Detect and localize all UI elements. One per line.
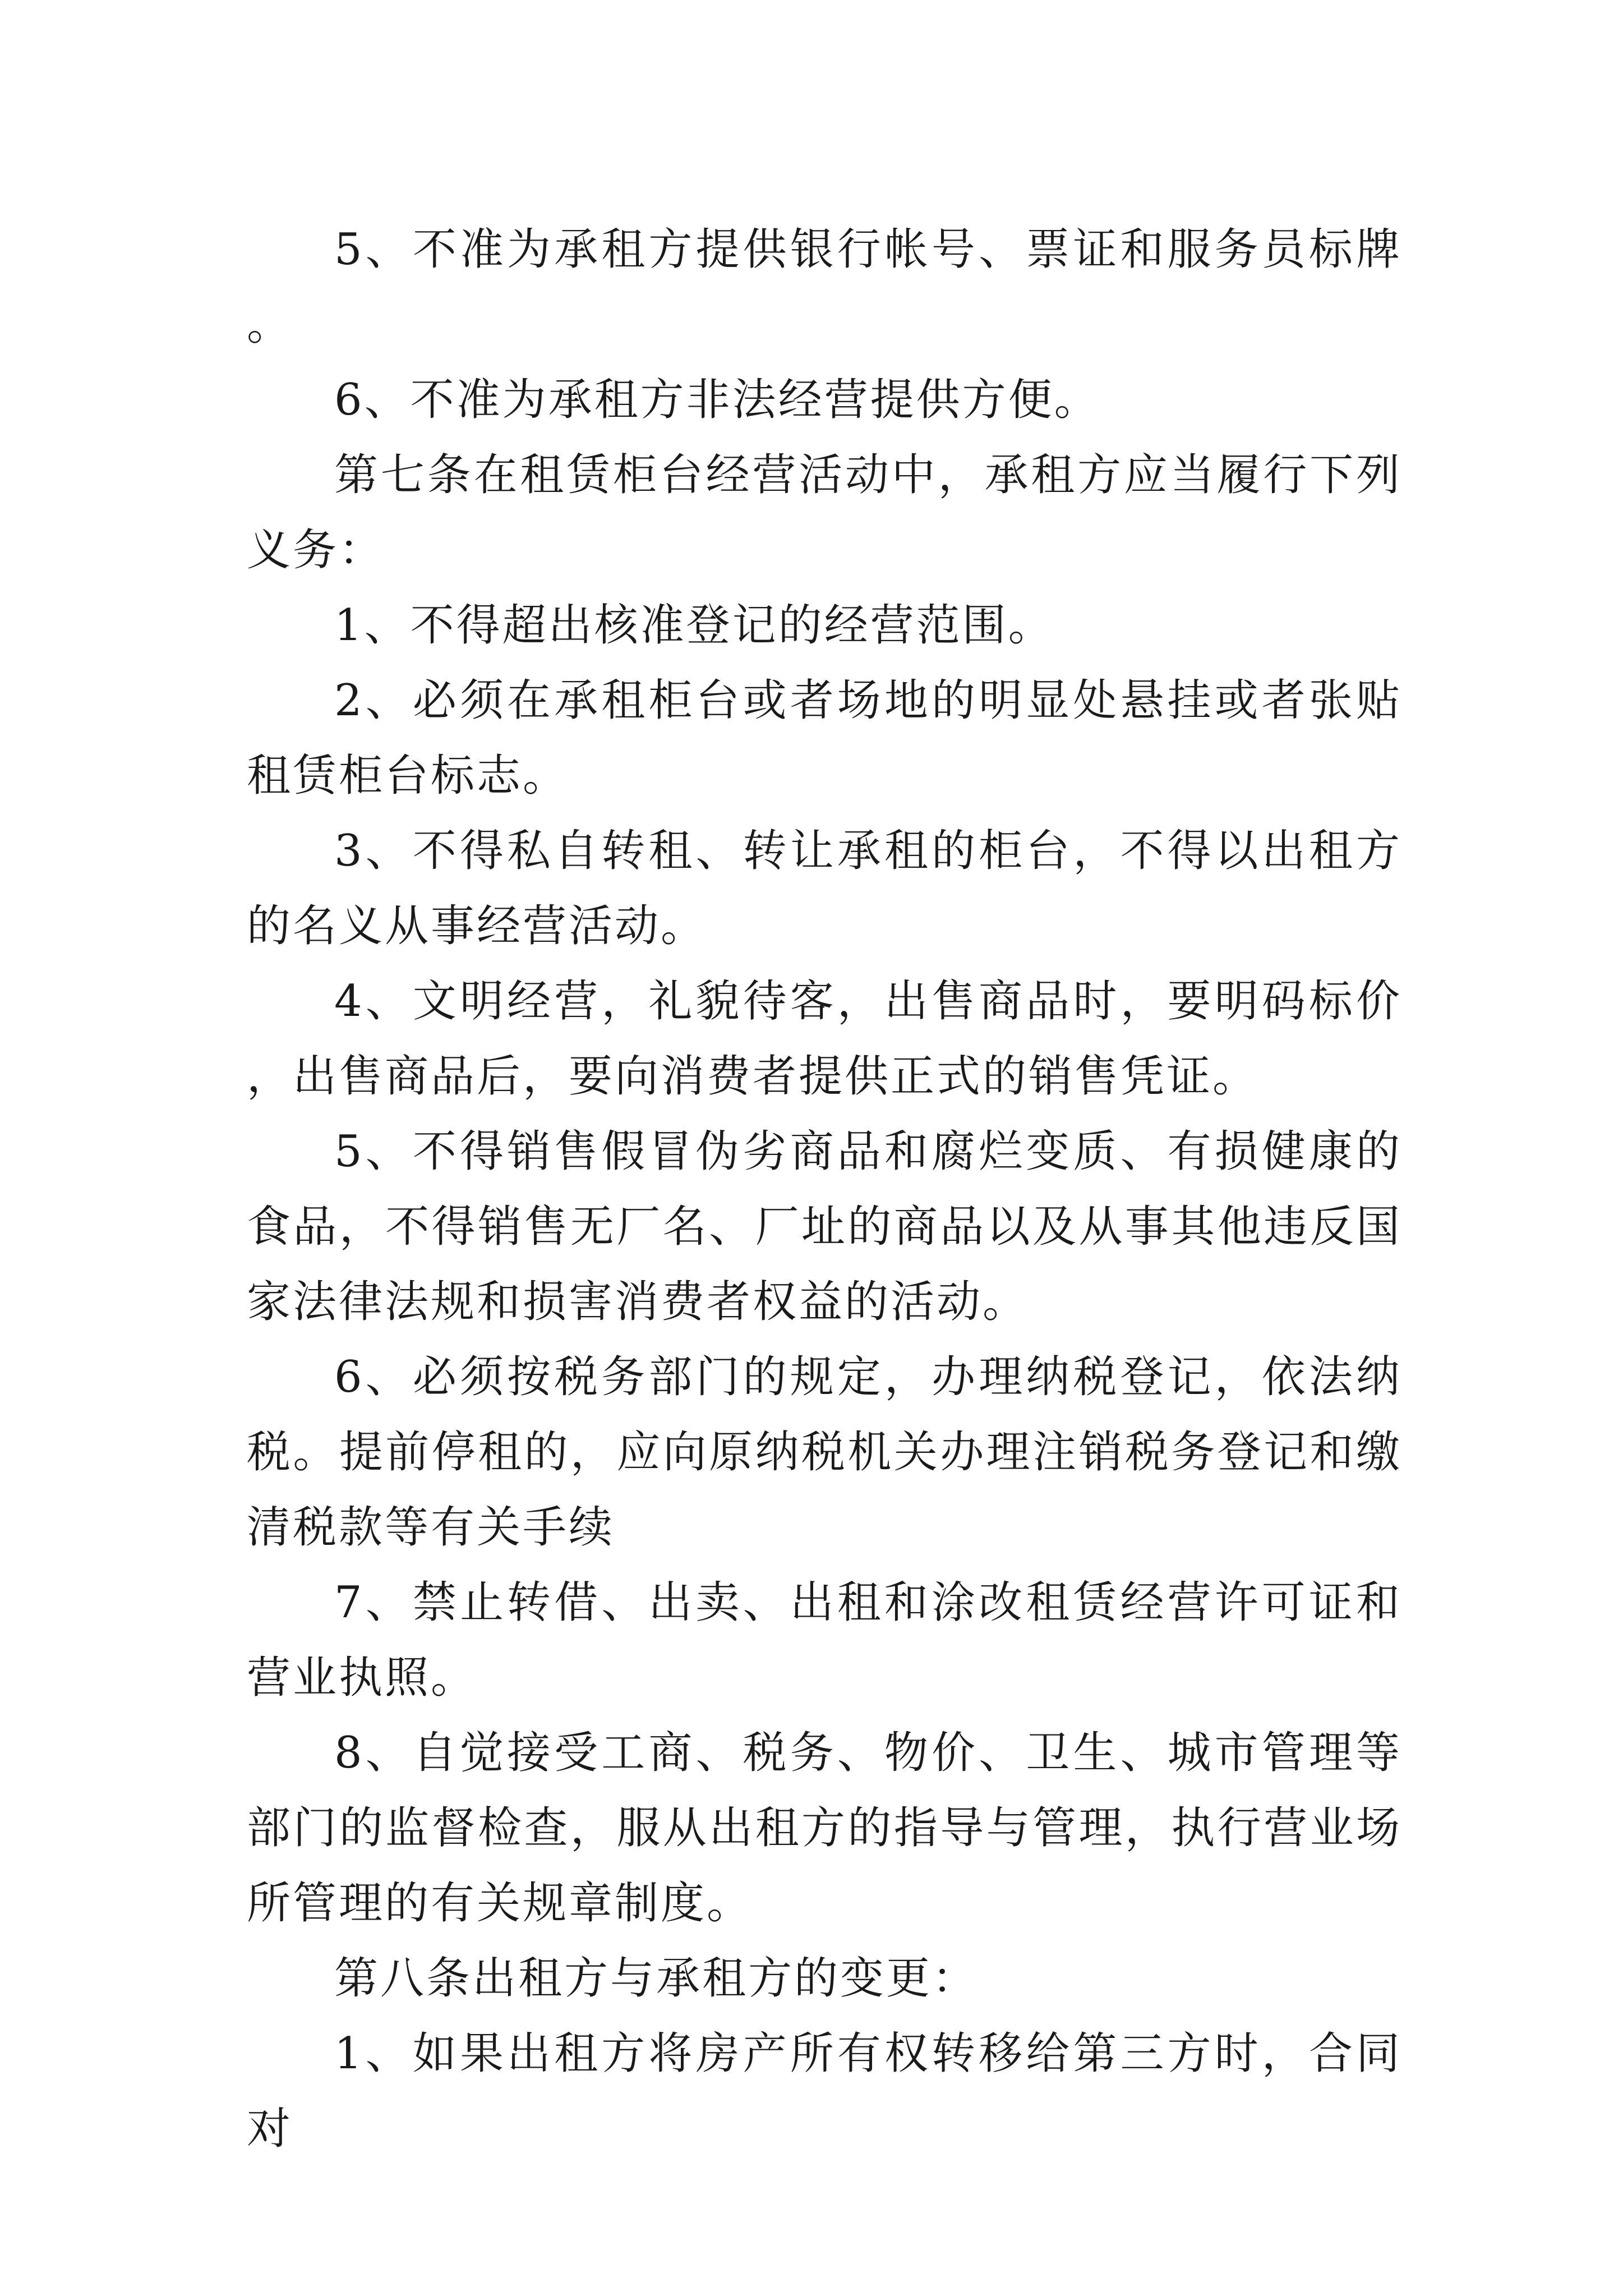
paragraph-clause-6-item-6: 6、不准为承租方非法经营提供方便。 xyxy=(334,375,1100,425)
paragraph-article-7-item-7: 7、禁止转借、出卖、出租和涂改租赁经营许可证和营业执照。 xyxy=(247,1577,1402,1703)
paragraph-article-7-heading: 第七条在租赁柜台经营活动中，承租方应当履行下列义务： xyxy=(247,450,1402,576)
paragraph-article-8-heading: 第八条出租方与承租方的变更： xyxy=(334,1953,979,2004)
paragraph-article-7-item-3: 3、不得私自转租、转让承租的柜台，不得以出租方的名义从事经营活动。 xyxy=(247,826,1402,951)
paragraph-clause-6-item-5: 5、不准为承租方提供银行帐号、票证和服务员标牌。 xyxy=(247,224,1402,350)
document-body xyxy=(247,212,1402,2166)
paragraph-article-7-item-5: 5、不得销售假冒伪劣商品和腐烂变质、有损健康的食品，不得销售无厂名、厂址的商品以及从事其他违反国家法律法规和损害消费者权益的活动。 xyxy=(247,1126,1402,1327)
paragraph-article-7-item-4: 4、文明经营，礼貌待客，出售商品时，要明码标价，出售商品后，要向消费者提供正式的销售凭证。 xyxy=(247,976,1402,1102)
paragraph-article-7-item-8: 8、自觉接受工商、税务、物价、卫生、城市管理等部门的监督检查，服从出租方的指导与管理，执行营业场所管理的有关规章制度。 xyxy=(247,1728,1402,1929)
paragraph-article-7-item-6: 6、必须按税务部门的规定，办理纳税登记，依法纳税。提前停租的，应向原纳税机关办理注销税务登记和缴清税款等有关手续 xyxy=(247,1352,1402,1553)
paragraph-article-7-item-1: 1、不得超出核准登记的经营范围。 xyxy=(334,600,1054,651)
paragraph-article-7-item-2: 2、必须在承租柜台或者场地的明显处悬挂或者张贴租赁柜台标志。 xyxy=(247,675,1402,801)
paragraph-article-8-item-1: 1、如果出租方将房产所有权转移给第三方时，合同对 xyxy=(247,2028,1402,2154)
